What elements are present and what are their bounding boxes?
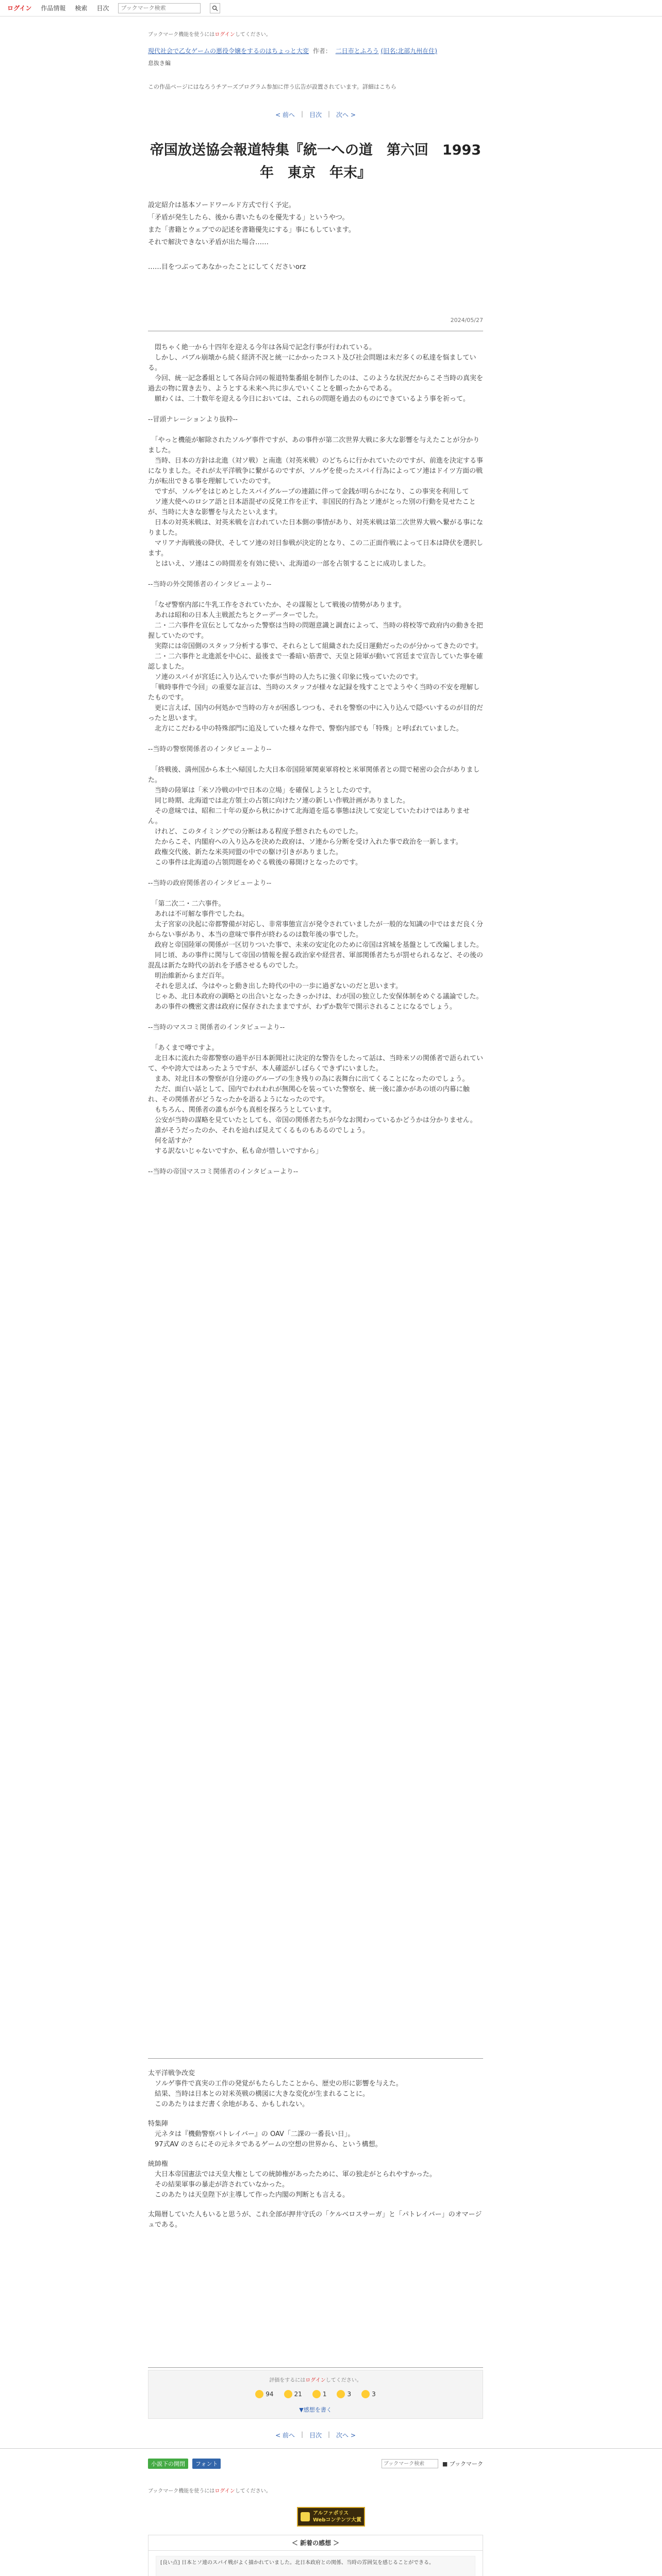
bookmark-search-input-bottom[interactable] bbox=[382, 2459, 438, 2468]
body-paragraph: マリアナ海戦後の降伏、そしてソ連の対日参戦が決定的となり、この二正面作戦によって日本は降伏を選択します。 bbox=[148, 539, 484, 557]
reaction-login-link[interactable]: ログイン bbox=[305, 2378, 326, 2383]
body-paragraph: 同じ時期、北海道では北方領土の占領に向けたソ連の新しい作戦計画がありました。 bbox=[148, 797, 410, 805]
body-paragraph: 更に言えば、国内の何処かで当時の方々が困惑しつつも、それを警察の中に入り込んで隠ぺいするのが目的だったと思います。 bbox=[148, 704, 484, 722]
body-paragraph: 「なぜ警察内部に牛乳工作をされていたか、その謀報として戦後の情勢があります。 bbox=[148, 601, 406, 609]
body-paragraph: 今回、統一記念番組として各局合同の報道特集番組を制作したのは、このような状況だからこそ当時の真実を過去の物に置き去り、ようとする未来へ共に歩んでいくことを願ったからである。 bbox=[148, 375, 484, 393]
body-paragraph: 「終戦後、満州国から本土へ帰国した大日本帝国陸軍関東軍将校と米軍関係者との間で秘密の会合がありました。 bbox=[148, 766, 480, 784]
afterword-closing: 太陽暦していた人もいると思うが、これ全部が押井守氏の「ケルベロスサーガ」と「パトレイバー」のオマージュである。 bbox=[148, 2211, 482, 2229]
notice-login-link[interactable]: ログイン bbox=[214, 2488, 235, 2494]
interview-source-caption: --冒頭ナレーションより抜粋-- bbox=[148, 416, 238, 423]
banner-line-1: アルファポリス bbox=[312, 2511, 349, 2516]
divider bbox=[148, 2058, 483, 2059]
episode-body bbox=[148, 343, 483, 1188]
preface-line: 設定紹介は基本ソードワールド方式で行く予定。 bbox=[148, 201, 295, 209]
heart-icon bbox=[284, 2390, 292, 2398]
pager-separator: | bbox=[301, 2431, 303, 2438]
menu-item-toc[interactable]: 目次 bbox=[96, 5, 109, 12]
afterword-line: 元ネタは『機動警察パトレイバー』の OAV「二課の一番長い日」。 bbox=[148, 2130, 355, 2138]
section-divider bbox=[0, 2448, 662, 2449]
body-paragraph: ただ、面白い話として、国内でわれわれが無関心を装っていた警察を、統一後に誰かがあの頃の内幕に触れ、その関係者がどうなったかを語るようになったのです。 bbox=[148, 1086, 470, 1104]
font-button[interactable]: フォント bbox=[192, 2459, 221, 2469]
body-paragraph: あれは昭和の日本人主戦派たちとクーデーターでした。 bbox=[148, 612, 323, 619]
body-paragraph: あの事件の機密文書は政府に保存されたままですが、わずか数年で開示されることになるでしょう。 bbox=[148, 1003, 456, 1011]
body-paragraph: とはいえ、ソ連はこの時間差を有効に使い、北海道の一部を占領することに成功しました。 bbox=[148, 560, 430, 568]
preface-line: 「矛盾が発生したら、後から書いたものを優先する」というやつ。 bbox=[148, 214, 349, 222]
reaction-count: 21 bbox=[294, 2391, 302, 2398]
prev-episode-link[interactable]: < 前へ bbox=[275, 2432, 295, 2439]
body-paragraph: 実際には帝国側のスタッフ分析する事で、それらとして組織された反日運動だったのが分かってきたのです。 bbox=[148, 642, 483, 650]
body-paragraph: 北日本に流れた帝都警察の過半が日本新聞社に決定的な警告をしたって話は、当時米ソの関係者で語られていて、やや誇大ではあったようですが、本人確認がしばらくできずにいました。 bbox=[148, 1055, 484, 1073]
preface bbox=[148, 199, 483, 274]
banner-text bbox=[313, 2510, 361, 2523]
notice-text: ブックマーク機能を使うには bbox=[148, 32, 215, 38]
reaction-cry[interactable] bbox=[337, 2390, 351, 2398]
new-reviews-title: ＜ 新着の感想 ＞ bbox=[148, 2535, 483, 2551]
reaction-count: 3 bbox=[372, 2391, 376, 2398]
bookmark-login-notice bbox=[148, 30, 483, 38]
breadcrumb bbox=[148, 46, 483, 56]
prev-episode-link[interactable]: < 前へ bbox=[275, 111, 295, 118]
afterword-heading: 太平洋戦争改変 bbox=[148, 2070, 195, 2077]
body-paragraph: この事件は北海道の占領問題をめぐる戦後の幕開けとなったのです。 bbox=[148, 859, 362, 867]
pager-top bbox=[148, 110, 483, 119]
body-paragraph: 「やっと機能が解除されたソルゲ事件ですが、あの事件が第二次世界大戦に多大な影響を与えたことが分かりました。 bbox=[148, 436, 480, 454]
preface-line: また「書籍とウェブでの記述を書籍優先にする」事にもしています。 bbox=[148, 226, 355, 234]
author-link[interactable]: 二日市とふろう bbox=[335, 47, 379, 55]
top-nav-bar bbox=[0, 0, 662, 16]
body-paragraph: じゃあ、北日本政府の調略との出合いとなったきっかけは、わが国の独立した安保体制をめぐる議論でした。 bbox=[148, 993, 483, 1001]
laugh-icon bbox=[312, 2390, 321, 2398]
body-paragraph: 悶ちゃく絶一から十四年を迎える今年は各局で記念行事が行われている。 bbox=[148, 344, 376, 351]
login-link[interactable]: ログイン bbox=[7, 5, 32, 12]
interview-source-caption: --当時の外交関係者のインタビューより-- bbox=[148, 581, 272, 588]
bookmark-button[interactable]: ■ ブックマーク bbox=[442, 2461, 483, 2467]
body-paragraph: 公安が当時の謀略を見ていたとしても、帝国の関係者たちが今なお関わっているかどうかは分かりません。 bbox=[148, 1116, 477, 1124]
bookmark-label: ブックマーク bbox=[449, 2461, 483, 2467]
reaction-box bbox=[148, 2370, 483, 2419]
toc-link[interactable]: 目次 bbox=[309, 2432, 322, 2439]
body-paragraph: 誰がそうだったのか、それを辿れば見えてくるものもあるのでしょう。 bbox=[148, 1127, 370, 1134]
episode-title: 帝国放送協会報道特集『統一への道 第六回 1993年 東京 年末』 bbox=[150, 142, 482, 181]
afterword bbox=[148, 2069, 483, 2230]
body-paragraph: それを思えば、今はやっと動き出した時代の中の一歩に過ぎないのだと思います。 bbox=[148, 982, 402, 990]
body-paragraph: 政府と帝国陸軍の関係が一区切りついた事で、未来の安定化のために帝国は宮城を基盤として改編しました。 bbox=[148, 941, 483, 949]
body-paragraph: 当時の陸軍は「米ソ冷戦の中で日本の立場」を確保しようとしたのです。 bbox=[148, 787, 375, 794]
body-paragraph: もちろん、関係者の誰もが今も真相を探ろうとしています。 bbox=[148, 1106, 336, 1114]
divider bbox=[148, 2367, 483, 2368]
thumbs-up-icon bbox=[255, 2390, 263, 2398]
reaction-count: 3 bbox=[347, 2391, 352, 2398]
menu-item-search[interactable]: 検索 bbox=[75, 5, 88, 12]
interview-source-caption: --当時の帝国マスコミ関係者のインタビューより-- bbox=[148, 1168, 299, 1176]
banner-line-2: Webコンテンツ大賞 bbox=[312, 2517, 362, 2523]
post-date: 2024/05/27 bbox=[450, 317, 483, 324]
preface-line bbox=[148, 249, 483, 261]
bookmark-login-notice-bottom bbox=[148, 2486, 483, 2494]
author-old-name[interactable]: (旧名:北部九州在住) bbox=[380, 47, 437, 55]
afterword-line: ソルゲ事件で真実の工作の発覚がもたらしたことから、歴史の形に影響を与えた。 bbox=[148, 2080, 403, 2088]
body-paragraph: その意味では、昭和二十年の夏から秋にかけて北海道を巡る事態は決して安定していたわけではありません。 bbox=[148, 807, 470, 825]
menu-item-work-info[interactable]: 作品情報 bbox=[41, 5, 66, 12]
pager-bottom bbox=[148, 2431, 483, 2439]
body-paragraph: あれは不可解な事件でしたね。 bbox=[148, 910, 249, 918]
reaction-wow[interactable] bbox=[361, 2390, 376, 2398]
notice-text-suffix: してください。 bbox=[235, 32, 271, 38]
afterword-line: このあたりは天皇陛下が主導して作った内閣の判断とも言える。 bbox=[148, 2191, 350, 2199]
series-title-link[interactable]: 現代社会で乙女ゲームの悪役令嬢をするのはちょっと大変 bbox=[148, 47, 309, 55]
notice-text: ブックマーク機能を使うには bbox=[148, 2488, 215, 2494]
notice-text-suffix: してください。 bbox=[235, 2488, 271, 2494]
body-paragraph: 太子宮家の決起に帝都警備が対応し、非常事態宣言が発令されていましたが一般的な知識の中ではまだ良く分からない事があり、本当の意味で事件が終わるのは数年後の事でした。 bbox=[148, 921, 484, 939]
body-paragraph: ソ連のスパイが宮廷に入り込んでいた事が当時の人たちに強く印象に残っていたのです。 bbox=[148, 673, 422, 681]
body-paragraph: たからこそ、内閣府への入り込みを決めた政府は、ソ連から分断を受け入れた事で政治を一新します。 bbox=[148, 838, 462, 846]
toggle-under-novel-button[interactable]: 小説下の開閉 bbox=[148, 2459, 188, 2469]
afterword-heading: 統帥権 bbox=[148, 2160, 169, 2168]
next-episode-link[interactable]: 次へ > bbox=[336, 2432, 356, 2439]
cry-icon bbox=[337, 2390, 345, 2398]
pager-separator: | bbox=[328, 2431, 330, 2438]
reaction-note-suffix: してください。 bbox=[325, 2378, 362, 2383]
contest-banner[interactable] bbox=[297, 2507, 365, 2527]
reaction-row bbox=[148, 2390, 483, 2398]
preface-line: ……目をつぶってあなかったことにしてくださいorz bbox=[148, 263, 306, 271]
reaction-heart[interactable] bbox=[284, 2390, 302, 2398]
interview-source-caption: --当時の警察関係者のインタビューより-- bbox=[148, 745, 272, 753]
body-paragraph: 同じ頃、あの事件に関与して帝国の情報を握る政治家や経営者、軍部関係者たちが罰せられるなど、その後の混乱は新たな時代の訪れを予感させるものでした。 bbox=[148, 952, 484, 970]
chapter-label: 息抜き編 bbox=[148, 60, 171, 66]
pager-separator: | bbox=[328, 110, 330, 117]
body-paragraph: しかし、バブル崩壊から続く経済不況と統一にかかったコスト及び社会問題は未だ多くの私達を悩ましている。 bbox=[148, 354, 476, 372]
reaction-count: 1 bbox=[322, 2391, 327, 2398]
review-text: [良い点] 日本とソ連のスパイ戦がよく描かれていました。北日本政府との関係、当時の雰囲気を感じることができる。 bbox=[160, 2560, 434, 2566]
body-paragraph: まあ、対北日本の警察が自分達のグループの生き残りの為に表舞台に出てくることになったのでしょう。 bbox=[148, 1075, 469, 1083]
body-paragraph: 願わくは、二十数年を迎える今日においては、これらの問題を過去のものにできているよう事を祈って。 bbox=[148, 395, 470, 403]
body-paragraph: 二・二六事件を宣伝としてなかった警察は当時の問題意識と調査によって、当時の将校等で政府内の動きを把握していたのです。 bbox=[148, 622, 483, 640]
reaction-login-notice bbox=[148, 2376, 483, 2383]
body-paragraph: 明治維新からまだ百年。 bbox=[148, 972, 229, 980]
body-paragraph: ですが、ソルゲをはじめとしたスパイグループの連鎖に伴って金銭が明らかになり、この事実を利用して bbox=[148, 488, 469, 496]
body-paragraph: 二・二六事件と北進派を中心に、最後まで一番暗い筋書で、天皇と陸軍が動いて宮廷まで宣告していた事を確認しました。 bbox=[148, 653, 483, 671]
trophy-icon bbox=[301, 2512, 310, 2521]
toc-link[interactable]: 目次 bbox=[309, 111, 322, 118]
reaction-note-text: 評価をするには bbox=[269, 2378, 306, 2383]
body-paragraph: けれど、このタイミングでの分断はある程度予想されたものでした。 bbox=[148, 828, 362, 836]
pager-separator: | bbox=[301, 110, 303, 117]
body-paragraph: 当時、日本の方針は北進（対ソ戦）と南進（対英米戦）のどちらに行かれていたのですが、前進を決定する事になりました。それが太平洋戦争に繋がるのですが、ソルゲを使ったスパイ行為によってソ連はドイツ方面の戦力が転出できる事を理解していたのです。 bbox=[148, 457, 484, 485]
author-prefix: 作者： bbox=[312, 47, 332, 55]
notice-login-link[interactable]: ログイン bbox=[214, 32, 235, 38]
utility-bar bbox=[148, 2458, 483, 2470]
body-paragraph: 「第二次二・二六事件。 bbox=[148, 900, 225, 908]
review-item bbox=[156, 2556, 475, 2576]
next-episode-link[interactable]: 次へ > bbox=[336, 111, 356, 118]
affiliate-notice: この作品ページにはなろうチアーズプログラム参加に伴う広告が設置されています。詳細はこちら bbox=[148, 83, 396, 90]
reaction-count: 94 bbox=[266, 2391, 274, 2398]
body-paragraph: 政権交代後、新たな米英同盟の中での駆け引きがありました。 bbox=[148, 849, 343, 856]
body-paragraph: 日本の対英米戦は、対英米戦を言われていた日本側の事情があり、対英米戦は第二次世界大戦へ繋がる事になりました。 bbox=[148, 519, 484, 537]
reaction-laugh[interactable] bbox=[312, 2390, 327, 2398]
bookmark-search-input[interactable] bbox=[118, 3, 201, 13]
reaction-thumbs-up[interactable] bbox=[255, 2390, 273, 2398]
interview-source-caption: --当時のマスコミ関係者のインタビューより-- bbox=[148, 1024, 285, 1031]
wow-icon bbox=[361, 2390, 370, 2398]
body-paragraph: ソ連大使へのロシア語と日本語混ぜの反発工作を正す、非国民的行為とソ連がとった別の行動を見せたことが、当時に大きな影響を与えたといえます。 bbox=[148, 498, 476, 516]
body-paragraph: する訳ないじゃないですか、私も命が惜しいですから」 bbox=[148, 1147, 323, 1155]
body-paragraph: 北方にこだわる中の特殊部門に追及していた様々な件で、警察内部でも「特殊」と呼ばれていました。 bbox=[148, 725, 463, 733]
interview-source-caption: --当時の政府関係者のインタビューより-- bbox=[148, 879, 272, 887]
afterword-line: その結果軍事の暴走が許されていなかった。 bbox=[148, 2181, 289, 2189]
new-reviews-panel bbox=[148, 2535, 483, 2576]
afterword-line: 結果、当時は日本との対米英戦の構図に大きな変化が生まれることに。 bbox=[148, 2090, 370, 2098]
afterword-line: このあたりはまだ書く余地がある、かもしれない。 bbox=[148, 2100, 309, 2108]
afterword-line: 97式AV のさらにその元ネタであるゲームの空想の世界から、という構想。 bbox=[148, 2141, 382, 2148]
preface-line: それで解決できない矛盾が出た場合…… bbox=[148, 239, 269, 246]
afterword-line: 大日本帝国憲法では天皇大権としての統帥権があったために、軍の独走がとられやすかった。 bbox=[148, 2171, 436, 2178]
body-paragraph: 何を話すか？ bbox=[148, 1137, 195, 1145]
body-paragraph: 「戦時事件で今回」の重要な証言は、当時のスタッフが様々な記録を残すことでようやく当時の不安を理解したものです。 bbox=[148, 684, 480, 702]
search-icon[interactable] bbox=[210, 3, 220, 13]
afterword-heading: 特集陣 bbox=[148, 2120, 169, 2128]
body-paragraph: 「あくまで噂ですよ。 bbox=[148, 1044, 219, 1052]
write-review-toggle[interactable]: ▼感想を書く bbox=[299, 2406, 332, 2413]
